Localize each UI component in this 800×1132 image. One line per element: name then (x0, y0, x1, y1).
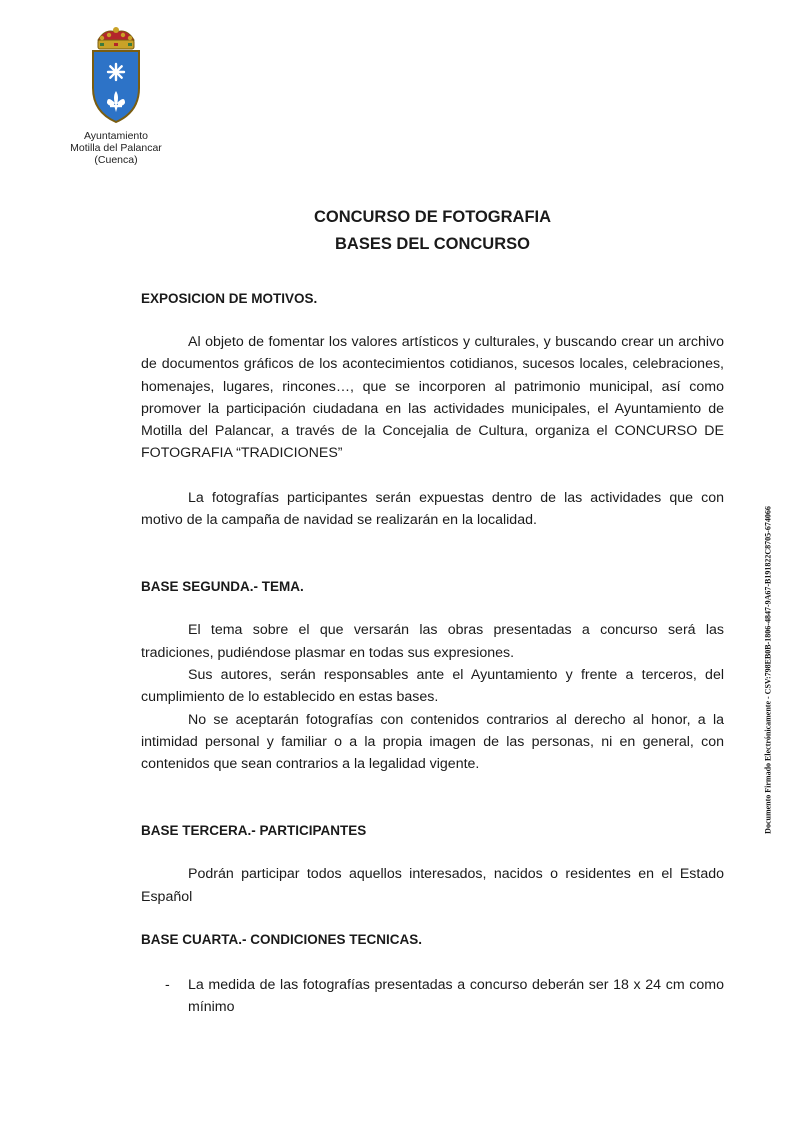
paragraph: El tema sobre el que versarán las obras presentadas a concurso será las tradiciones, pudiéndose plasmar en todas sus expresiones. (141, 622, 724, 661)
side-stamp-text: Documento Firmado Electrónicamente - CSV:798EB0B-1806-4847-9A67-B191822C8705-674066 (763, 506, 773, 834)
paragraph: Sus autores, serán responsables ante el Ayuntamiento y frente a terceros, del cumplimiento de lo establecido en estas bases. (141, 666, 724, 706)
document-title (141, 204, 724, 258)
document-body (141, 204, 724, 1019)
list-item-text: La medida de las fotografías presentadas a concurso deberán ser 18 x 24 cm como mínimo (188, 977, 724, 1016)
section-heading-cuarta: BASE CUARTA.- CONDICIONES TECNICAS. (141, 932, 423, 948)
electronic-signature-stamp (758, 470, 778, 870)
list-item (141, 974, 724, 1019)
paragraph: Al objeto de fomentar los valores artísticos y culturales, y buscando crear un archivo de documentos gráficos de los acontecimientos cotidianos, sucesos locales, celebraciones, homenajes, lugares, rincones…, que se incorporen al patrimonio municipal, así como promover la participación ciudadana en las actividades municipales, el Ayuntamiento de Motilla del Palancar, a través de la Concejalia de Cultura, organiza el CONCURSO DE FOTOGRAFIA “TRADICIONES” (141, 334, 724, 462)
title-line-2: BASES DEL CONCURSO (335, 235, 530, 253)
section-heading-exposicion: EXPOSICION DE MOTIVOS. (141, 291, 318, 306)
list-marker: - (165, 977, 170, 994)
coat-of-arms-icon (85, 26, 147, 126)
section-heading-tercera: BASE TERCERA.- PARTICIPANTES (141, 823, 367, 839)
section-heading-segunda: BASE SEGUNDA.- TEMA. (141, 579, 304, 595)
org-line-2: Motilla del Palancar (70, 142, 162, 154)
paragraph: La fotografías participantes serán expuestas dentro de las actividades que con motivo de la campaña de navidad se realizarán en la localidad. (141, 489, 724, 529)
org-line-3: (Cuenca) (94, 154, 138, 166)
paragraph: No se aceptarán fotografías con contenidos contrarios al derecho al honor, a la intimidad personal y familiar o a la propia imagen de las personas, ni en general, con contenidos que sean contrarios a la legalidad vigente. (141, 711, 724, 773)
municipal-logo (70, 26, 162, 166)
paragraph: Podrán participar todos aquellos interesados, nacidos o residentes en el Estado Español (141, 866, 724, 905)
org-line-1: Ayuntamiento (83, 130, 148, 142)
title-line-1: CONCURSO DE FOTOGRAFIA (313, 208, 552, 226)
